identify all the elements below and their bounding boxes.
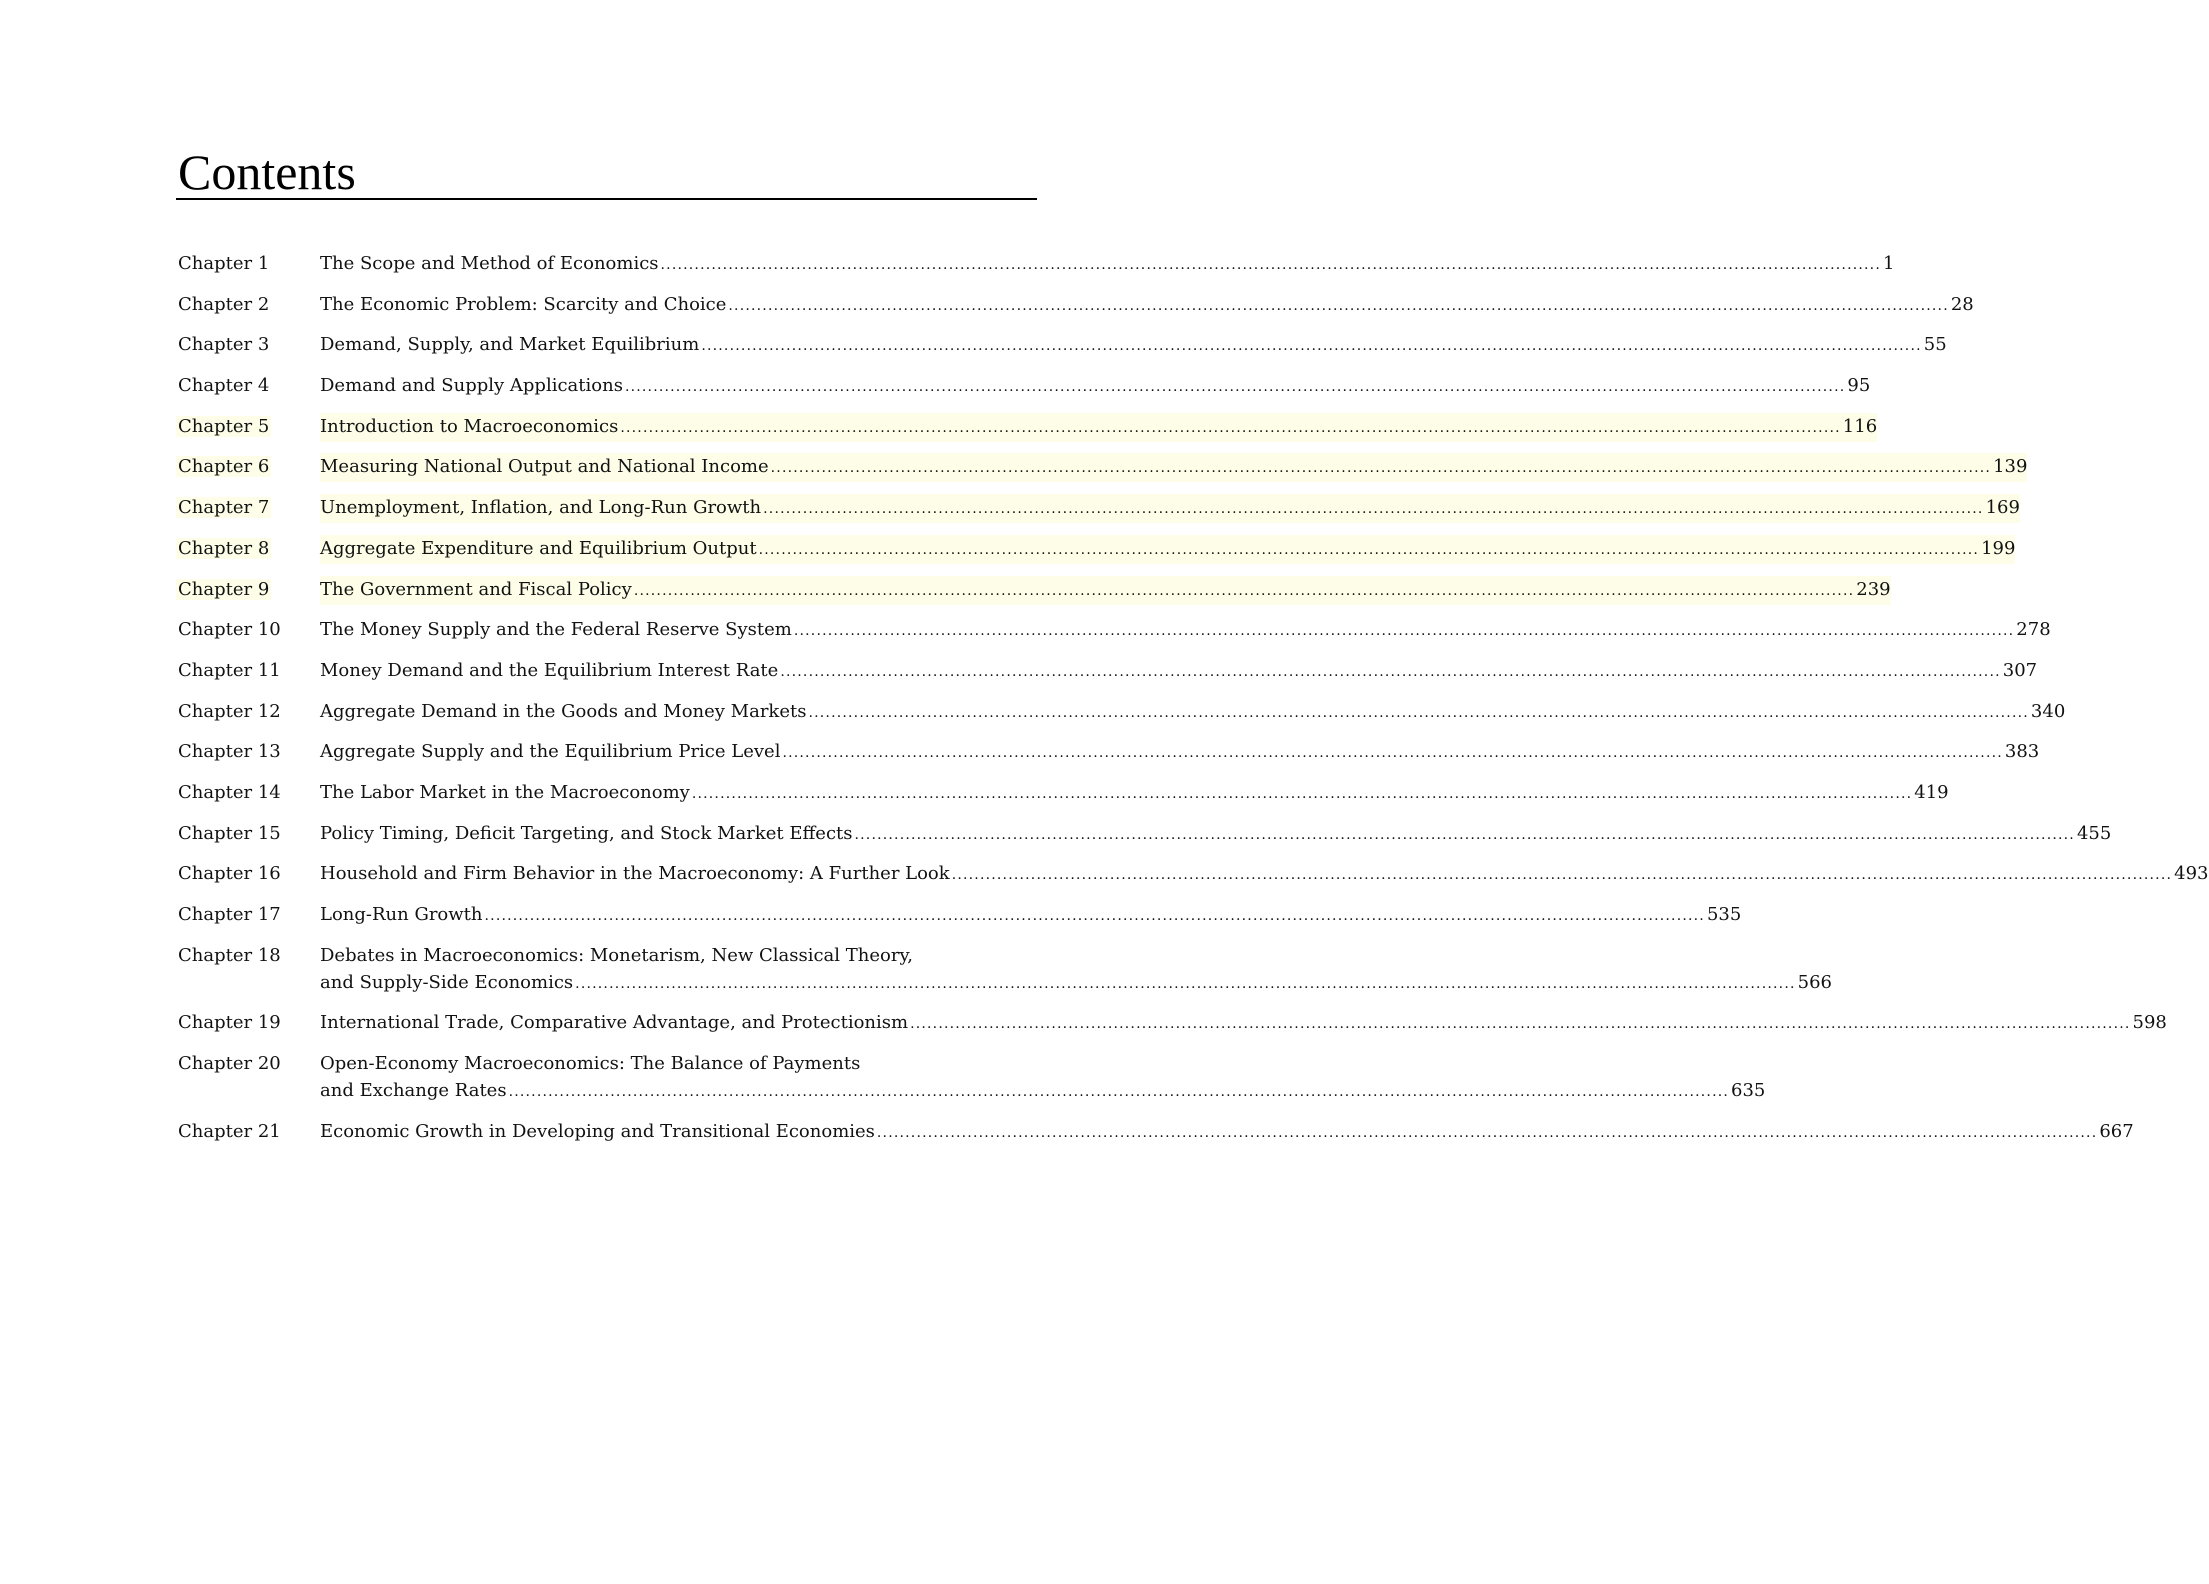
toc-chapter-label: Chapter 10 [178,619,281,641]
toc-chapter-label: Chapter 19 [178,1012,281,1034]
toc-entry-body [318,1009,2167,1038]
toc-entry[interactable] [176,698,2066,727]
toc-chapter-label: Chapter 17 [178,904,281,925]
toc-title[interactable]: Debates in Macroeconomics: Monetarism, New Classical Theory, [320,944,913,966]
toc-title[interactable]: Household and Firm Behavior in the Macroeconomy: A Further Look [320,863,950,885]
toc-entry[interactable] [176,453,2028,482]
toc-dot-leader [701,333,1921,360]
toc-line [320,453,2027,482]
toc-page-number[interactable]: 566 [1797,971,1832,993]
toc-page-number[interactable]: 535 [1706,904,1742,925]
toc-entry-body [318,576,1891,605]
toc-line [320,413,1877,442]
toc-dot-leader [625,374,1845,401]
toc-chapter-label: Chapter 15 [178,822,281,844]
toc-page-number[interactable]: 28 [1950,293,1974,315]
toc-entry[interactable] [176,1118,2134,1147]
toc-entry-body [318,372,1870,401]
toc-line [320,494,2020,523]
toc-line [320,779,1949,808]
toc-page-number[interactable]: 419 [1914,781,1949,803]
toc-page-number[interactable]: 95 [1847,375,1871,397]
toc-entry[interactable] [176,494,2020,523]
toc-title[interactable]: Open-Economy Macroeconomics: The Balance of Payments [320,1053,861,1075]
toc-entry-body [318,1050,1765,1106]
toc-chapter-label: Chapter 8 [178,537,270,559]
toc-entry-body [318,901,1741,930]
toc-title[interactable]: and Exchange Rates [320,1080,507,1102]
toc-entry-body [318,413,1877,442]
toc-chapter-label: Chapter 11 [178,659,281,681]
toc-chapter-label: Chapter 14 [178,781,281,803]
toc-chapter-label: Chapter 12 [178,700,281,722]
toc-entry[interactable] [176,657,2038,686]
toc-dot-leader [763,496,1983,523]
title-rule [176,198,1037,200]
toc-line [320,969,1832,998]
toc-page-number[interactable]: 1 [1882,253,1895,274]
toc-entry-body [318,453,2027,482]
toc-chapter-cell [176,453,318,480]
toc-title[interactable]: Aggregate Supply and the Equilibrium Price Level [320,741,781,763]
toc-entry[interactable] [176,1009,2167,1038]
toc-line [320,576,1891,605]
toc-title[interactable]: Unemployment, Inflation, and Long-Run Growth [320,497,762,519]
toc-entry-body [318,250,1894,279]
toc-dot-leader [771,455,1991,482]
toc-dot-leader [794,618,2014,645]
toc-chapter-cell [176,820,318,847]
toc-entry-body [318,779,1949,808]
toc-chapter-cell [176,576,318,603]
toc-entry-body [318,942,1832,998]
toc-page-number[interactable]: 169 [1985,497,2020,519]
toc-entry-body [318,616,2051,645]
toc-page-number[interactable]: 667 [2099,1120,2134,1142]
toc-entry[interactable] [176,860,2209,889]
toc-page-number[interactable]: 116 [1842,415,1878,437]
toc-title[interactable]: The Labor Market in the Macroeconomy [320,781,690,803]
toc-title[interactable]: Measuring National Output and National Income [320,456,769,478]
toc-dot-leader [780,659,2000,686]
toc-line [320,820,2111,849]
toc-title[interactable]: The Government and Fiscal Policy [320,578,632,600]
toc-entry-body [318,494,2020,523]
toc-dot-leader [485,903,1705,930]
toc-entry[interactable] [176,901,1742,930]
toc-title[interactable]: and Supply-Side Economics [320,971,574,993]
toc-chapter-cell [176,494,318,521]
toc-chapter-cell [176,250,318,277]
toc-dot-leader [952,862,2172,889]
toc-line [320,291,1974,320]
toc-chapter-cell [176,860,318,887]
toc-entry[interactable] [176,1050,1766,1106]
toc-chapter-cell [176,535,318,562]
toc-entry[interactable] [176,576,1891,605]
toc-page-number[interactable]: 239 [1856,578,1891,600]
toc-dot-leader [634,578,1854,605]
toc-dot-leader [855,822,2075,849]
toc-dot-leader [910,1011,2130,1038]
toc-title[interactable]: Aggregate Expenditure and Equilibrium Output [320,537,757,559]
toc-title[interactable]: Long-Run Growth [320,904,483,925]
toc-line [320,1009,2167,1038]
toc-dot-leader [692,781,1912,808]
toc-chapter-cell [176,657,318,684]
toc-line [320,535,2015,564]
toc-dot-leader [759,537,1979,564]
toc-page-number[interactable]: 307 [2002,659,2038,681]
toc-line [320,372,1870,401]
toc-chapter-cell [176,738,318,765]
toc-chapter-cell [176,942,318,969]
toc-title[interactable]: Introduction to Macroeconomics [320,415,619,437]
toc-entry[interactable] [176,291,1974,320]
toc-title[interactable]: International Trade, Comparative Advantage, and Protectionism [320,1012,909,1034]
toc-title[interactable]: Money Demand and the Equilibrium Interest Rate [320,659,779,681]
toc-page-number[interactable]: 199 [1981,537,2016,559]
toc-entry-body [318,820,2111,849]
toc-title[interactable]: Economic Growth in Developing and Transitional Economies [320,1120,875,1142]
toc-entry[interactable] [176,738,2040,767]
toc-entry[interactable] [176,779,1949,808]
toc-chapter-cell [176,413,318,440]
toc-page-number[interactable]: 598 [2132,1012,2167,1034]
toc-entry[interactable] [176,372,1871,401]
toc-line [320,1077,1765,1106]
toc-chapter-label: Chapter 20 [178,1053,281,1075]
toc-entry[interactable] [176,250,1895,279]
toc-line [320,1118,2134,1147]
toc-title[interactable]: Demand and Supply Applications [320,375,623,397]
table-of-contents [176,250,2209,1158]
toc-line [320,901,1741,930]
toc-entry-body [318,860,2209,889]
toc-dot-leader [877,1120,2097,1147]
toc-chapter-cell [176,698,318,725]
toc-title[interactable]: Aggregate Demand in the Goods and Money Markets [320,700,807,722]
toc-page-number[interactable]: 493 [2174,863,2209,885]
toc-entry[interactable] [176,616,2051,645]
toc-page-number[interactable]: 455 [2076,822,2112,844]
toc-title[interactable]: The Money Supply and the Federal Reserve System [320,619,792,641]
toc-dot-leader [728,293,1948,320]
toc-dot-leader [782,740,2002,767]
toc-chapter-label: Chapter 7 [178,497,270,519]
toc-chapter-label: Chapter 6 [178,456,270,478]
toc-entry-body [318,331,1947,360]
toc-chapter-cell [176,331,318,358]
toc-chapter-label: Chapter 1 [178,253,270,274]
toc-entry-body [318,1118,2134,1147]
toc-page-number[interactable]: 383 [2004,741,2040,763]
toc-entry-body [318,657,2037,686]
toc-entry[interactable] [176,535,2016,564]
page-title: Contents [178,144,356,200]
toc-dot-leader [509,1079,1729,1106]
toc-line [320,738,2039,767]
toc-chapter-cell [176,291,318,318]
toc-dot-leader [808,700,2028,727]
toc-entry-body [318,698,2065,727]
toc-chapter-cell [176,1009,318,1036]
toc-chapter-cell [176,372,318,399]
toc-chapter-label: Chapter 4 [178,375,270,397]
toc-page-number[interactable]: 278 [2016,619,2051,641]
toc-entry-body [318,291,1974,320]
toc-title[interactable]: Policy Timing, Deficit Targeting, and Stock Market Effects [320,822,853,844]
toc-dot-leader [620,415,1840,442]
toc-chapter-label: Chapter 3 [178,334,270,356]
toc-page-number[interactable]: 635 [1731,1080,1766,1102]
toc-title[interactable]: Demand, Supply, and Market Equilibrium [320,334,700,356]
toc-entry-body [318,535,2015,564]
toc-chapter-cell [176,1050,318,1077]
toc-entry[interactable] [176,413,1878,442]
toc-entry[interactable] [176,942,1832,998]
toc-line [320,331,1947,360]
toc-entry[interactable] [176,820,2112,849]
toc-dot-leader [575,971,1795,998]
toc-line [320,657,2037,686]
toc-line [320,942,1832,969]
toc-page-number[interactable]: 340 [2030,700,2066,722]
toc-page-number[interactable]: 55 [1923,334,1947,356]
toc-entry-body [318,738,2039,767]
toc-line [320,616,2051,645]
toc-line [320,698,2065,727]
toc-title[interactable]: The Economic Problem: Scarcity and Choice [320,293,727,315]
toc-line [320,250,1894,279]
toc-title[interactable]: The Scope and Method of Economics [320,253,659,274]
toc-chapter-label: Chapter 2 [178,293,270,315]
toc-chapter-cell [176,616,318,643]
toc-dot-leader [661,252,1881,279]
toc-chapter-label: Chapter 21 [178,1120,281,1142]
toc-chapter-label: Chapter 9 [178,578,270,600]
toc-chapter-label: Chapter 5 [178,415,270,437]
toc-chapter-cell [176,1118,318,1145]
toc-entry[interactable] [176,331,1947,360]
toc-chapter-label: Chapter 18 [178,944,281,966]
toc-line [320,1050,1765,1077]
toc-chapter-cell [176,901,318,928]
toc-line [320,860,2209,889]
toc-chapter-label: Chapter 13 [178,741,281,763]
toc-chapter-label: Chapter 16 [178,863,281,885]
toc-page-number[interactable]: 139 [1993,456,2028,478]
toc-chapter-cell [176,779,318,806]
